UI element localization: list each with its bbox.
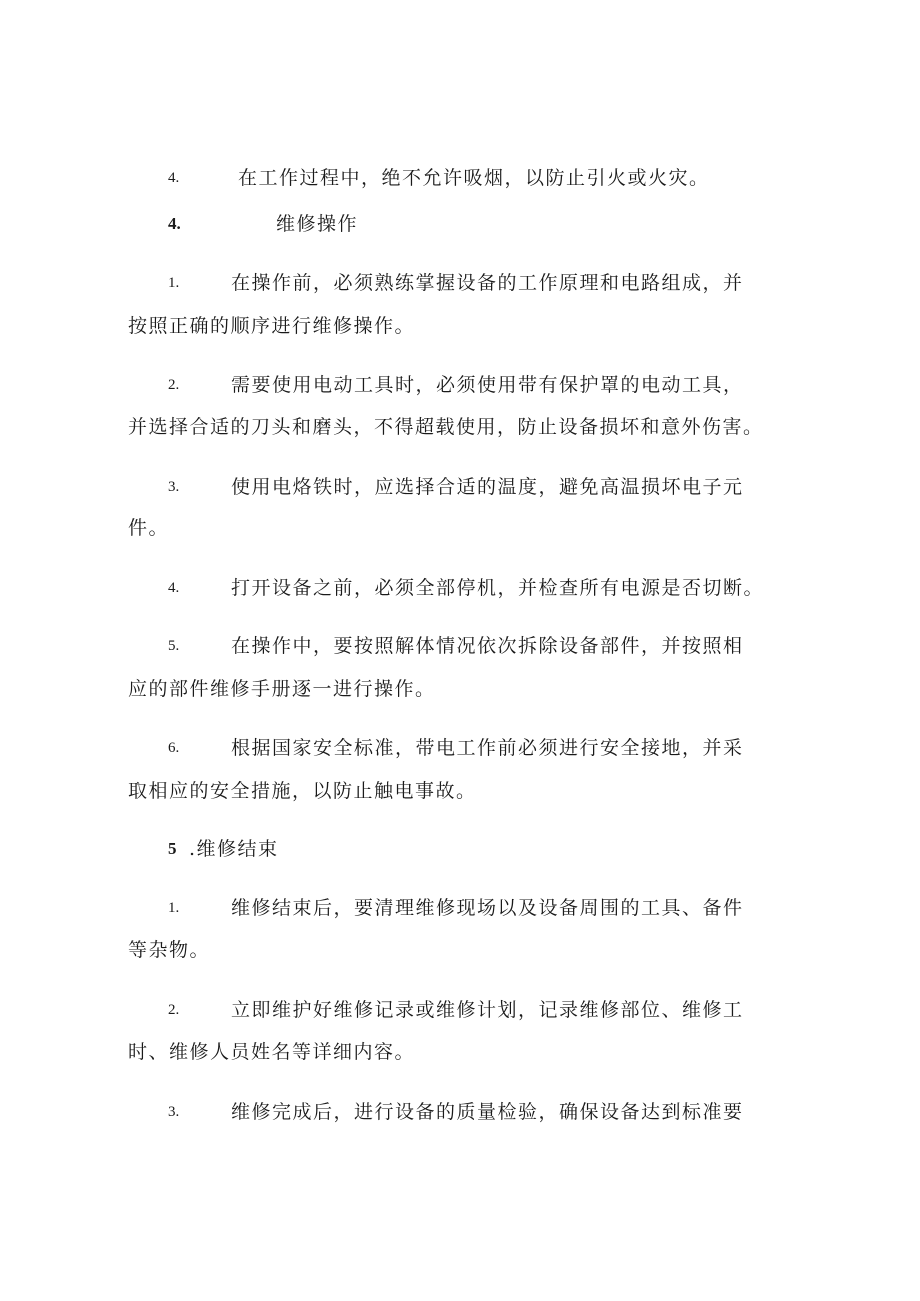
item-text: 在操作前，必须熟练掌握设备的工作原理和电路组成，并: [231, 272, 744, 294]
item-text-continuation: 时、维修人员姓名等详细内容。: [128, 1041, 416, 1063]
item-text: 打开设备之前，必须全部停机，并检查所有电源是否切断。: [231, 577, 765, 599]
item-text-continuation: 按照正确的顺序进行维修操作。: [128, 315, 416, 337]
item-text: 根据国家安全标准，带电工作前必须进行安全接地，并采: [231, 737, 744, 759]
section-number: 4.: [168, 214, 181, 233]
item-text: 在工作过程中，绝不允许吸烟，以防止引火或火灾。: [238, 167, 710, 189]
item-number: 6.: [168, 740, 180, 756]
item-text: 维修完成后，进行设备的质量检验，确保设备达到标准要: [231, 1101, 744, 1123]
item-text: 需要使用电动工具时，必须使用带有保护罩的电动工具，: [231, 374, 744, 396]
item-text-continuation: 应的部件维修手册逐一进行操作。: [128, 678, 436, 700]
item-number: 5.: [168, 638, 180, 654]
item-number: 4.: [168, 170, 180, 186]
item-text-continuation: 取相应的安全措施，以防止触电事故。: [128, 780, 477, 802]
item-number: 2.: [168, 377, 180, 393]
item-number: 1.: [168, 275, 180, 291]
item-number: 1.: [168, 900, 180, 916]
item-text: 在操作中，要按照解体情况依次拆除设备部件，并按照相: [231, 635, 744, 657]
section-title: 维修操作: [276, 213, 359, 235]
item-number: 3.: [168, 1104, 180, 1120]
item-number: 2.: [168, 1002, 180, 1018]
section-number: 5: [168, 839, 177, 858]
item-number: 3.: [168, 479, 180, 495]
item-text: 使用电烙铁时，应选择合适的温度，避免高温损坏电子元: [231, 476, 744, 498]
item-text-continuation: 等杂物。: [128, 939, 211, 961]
item-number: 4.: [168, 580, 180, 596]
item-text: 维修结束后，要清理维修现场以及设备周围的工具、备件: [231, 897, 744, 919]
item-text-continuation: 并选择合适的刀头和磨头，不得超载使用，防止设备损坏和意外伤害。: [128, 416, 764, 438]
section-title: .维修结束: [189, 838, 279, 860]
item-text: 立即维护好维修记录或维修计划，记录维修部位、维修工: [231, 999, 744, 1021]
item-text-continuation: 件。: [128, 517, 170, 539]
